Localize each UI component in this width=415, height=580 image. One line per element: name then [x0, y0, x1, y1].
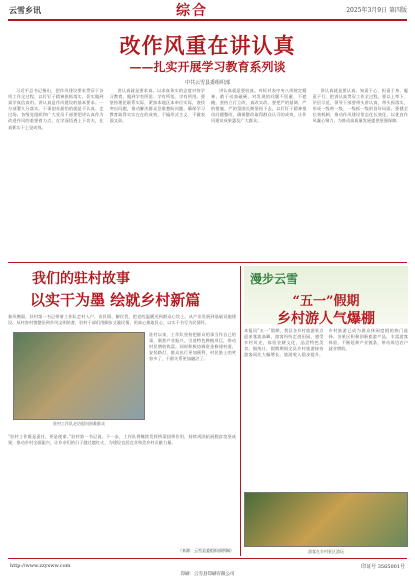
section-divider: [8, 262, 407, 263]
tourism-body: 本报讯“五一”假期，我县各乡村旅游景点迎来客流高峰，游客纷纷走进田园，感受乡村风光，体验农耕文化，品尝特色美食。据统计，假期期间全县乡村旅游接待游客同比大幅增长，旅游收入稳步提升，乡村旅游已成为群众休闲度假的热门选择。各景区积极创新旅游产品，丰富游客体验，不断延伸产业链条，带动周边农户就业增收。: [244, 328, 408, 357]
tourism-story: [244, 266, 408, 556]
village-story-photo-caption: 驻村工作队走访慰问困难群众: [53, 421, 105, 426]
tourism-photo: [244, 492, 408, 547]
column-divider: [240, 266, 241, 556]
lead-column-2: 讲认真就是要求真。以求真务实的态度对待学习教育，做到学有所思、学有所悟、学有所用。要坚持理论联系实际，紧扣本地区本单位实际，查找突出问题，推动解决群众急难愁盼问题，确保学习教育取得实实在在的成效，不搞形式主义、不做表面文章。: [109, 88, 205, 124]
page-header: [0, 0, 415, 22]
lead-column-1: 习近平总书记指出，把作风建设要求贯穿于各项工作全过程，以钉钉子精神狠抓落实，切实做到真学真信真用。讲认真是作风建设的基本要求。一分部署九分落实，干事创业最怕的就是不认真、走过场。各级党组织和广大党员干部要把讲认真作为改进作风的重要着力点，在学深悟透上下功夫，在真抓实干上见成效。: [8, 88, 104, 130]
tourism-column-tag: 漫步云雪: [250, 272, 299, 286]
footer-printer: 印刷：云雪县印刷有限公司: [180, 572, 235, 577]
footer-rule: [8, 558, 407, 559]
village-story-bottom-text: “驻村工作既是责任，更是使命。”驻村第一书记说。下一步，工作队将继续发挥桥梁纽带作用，持续巩固拓展脱贫攻坚成果，推动乡村全面振兴，让乡亲们的日子越过越红火，为建设宜居宜业和美乡村贡献力量。: [8, 434, 236, 445]
lead-byline: 中共云雪县委组织部: [184, 80, 230, 86]
footer-license: 印证号 3565001号: [361, 564, 405, 570]
footer-website[interactable]: http://www.zzyxww.com: [10, 563, 71, 569]
lead-column-3: 讲认真就是要较真。对标对表中央八项规定精神，敢于动真碰硬，对发现的问题不回避、不遮掩，坚持立行立改、真改实改。要把严的基调、严的措施、严的氛围长期坚持下去，以钉钉子精神推动问题整改，确保整改取得群众认可的成效，让作风建设成果惠及广大群众。: [211, 88, 307, 124]
lead-headline: 改作风重在讲认真: [119, 33, 296, 58]
masthead: 云雪乡讯: [9, 5, 41, 15]
header-rule: [8, 19, 407, 21]
lead-columns: [8, 88, 408, 260]
village-story-source: （来源：云雪县委组织部供稿）: [178, 548, 234, 553]
lead-subheadline: ——扎实开展学习教育系列谈: [129, 60, 286, 74]
tourism-headline: “五一”假期: [292, 294, 360, 309]
lead-column-4: 讲认真就是要认真。知责于心、担责于身、履责于行，把讲认真贯穿工作全过程。要以上率下、层层示范，领导干部要带头讲认真，带头抓落实，形成一级带一级、一级抓一级的良好局面。要健全长效机制，推动作风建设常态化长效化，以优良作风凝心聚力，为推动高质量发展提供坚强保障。: [312, 88, 408, 124]
village-story-subheadline: 以实干为墨 绘就乡村新篇: [30, 291, 201, 309]
date-edition: 2025年3月9日 第四版: [346, 7, 407, 14]
village-story-headline: 我们的驻村故事: [32, 271, 130, 287]
tourism-photo-caption: 游客在乡村景区游玩: [308, 549, 344, 554]
village-story-side-text: 驻村以来，工作队坚持把群众的事当作自己的事，聚焦产业振兴，引进特色种植项目，带动村民增收致富。同时积极协调资金修建村道、安装路灯，群众出行更加便利，村民脸上的笑容多了，干群关系更加融洽了。: [149, 332, 236, 361]
village-story-intro: 春风拂面，驻村第一书记带着工作队走村入户，访民情、解民忧，把党的温暖送到群众心坎上。从产业发展到基础设施建设，从村容村貌整治到乡风文明培育，驻村干部们用脚步丈量民情，用真心换取民心，以实干书写为民情怀。: [8, 314, 236, 325]
tourism-subheadline: 乡村游人气爆棚: [277, 311, 375, 327]
village-story: [8, 266, 236, 556]
village-story-photo: [13, 332, 145, 420]
section-title: 综合: [176, 3, 208, 19]
